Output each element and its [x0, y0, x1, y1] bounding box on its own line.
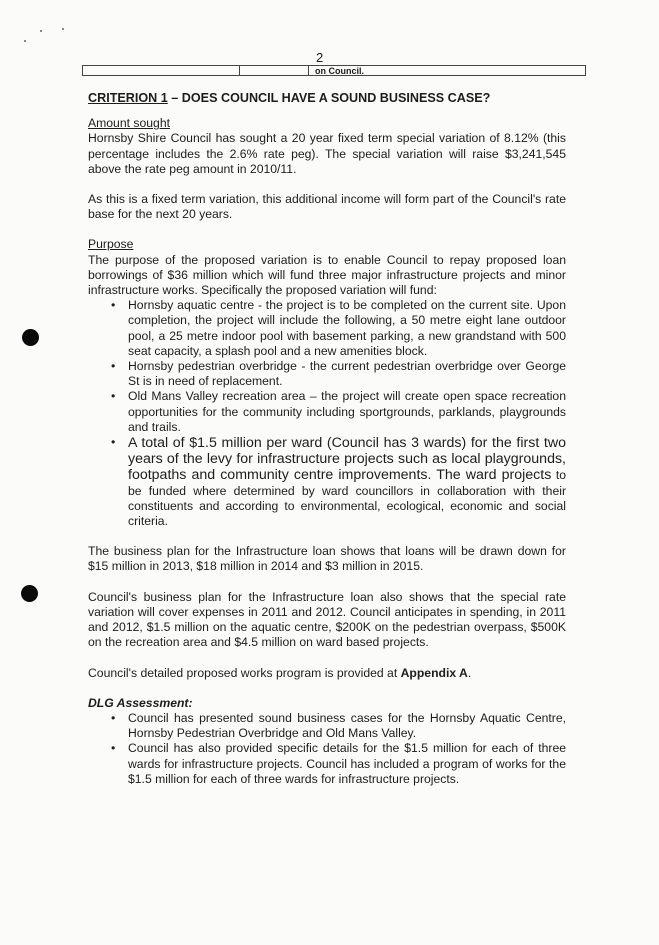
- header-table: [82, 65, 586, 76]
- list-item: • Council has presented sound business cases for the Hornsby Aquatic Centre, Hornsby Pedestrian Overbridge and Old Mans Valley.: [128, 711, 566, 741]
- header-cell: [240, 66, 309, 75]
- purpose-list: [88, 298, 566, 529]
- punch-hole: [21, 585, 38, 602]
- ward-funding-text: to be funded where determined by ward councillors in collaboration with their constituents and according to environmental, ecological, economic and social criteria.: [128, 468, 566, 529]
- works-program-end: .: [467, 665, 472, 680]
- criterion-question: – DOES COUNCIL HAVE A SOUND BUSINESS CASE?: [167, 91, 491, 105]
- works-program-paragraph: [88, 666, 566, 681]
- list-item: • Hornsby aquatic centre - the project is to be completed on the current site. Upon completion, the project will include the following, a 50 metre eight lane outdoor pool, a 25 metre indoor pool with basement parking, a new grandstand with 500 seat capacity, a splash pool and a new amenities block.: [128, 298, 566, 359]
- business-plan-paragraph: The business plan for the Infrastructure loan shows that loans will be drawn down for $15 million in 2013, $18 million in 2014 and $3 million in 2015.: [88, 544, 566, 574]
- scan-speck: [40, 30, 42, 32]
- dlg-assessment-heading: DLG Assessment:: [88, 695, 193, 710]
- criterion-heading: [88, 91, 566, 106]
- business-plan-paragraph-2: Council's business plan for the Infrastructure loan also shows that the special rate variation will cover expenses in 2011 and 2012. Council anticipates in spending, in 2011 and 2012, $1.5 million on the aquatic centre, $200K on the pedestrian overpass, $500K on the recreation area and $4.5 million on ward based projects.: [88, 589, 566, 650]
- list-item: • Council has also provided specific details for the $1.5 million for each of three wards for infrastructure projects. Council has included a program of works for the $1.5 million for each of three wards for infrastructure projects.: [128, 741, 566, 787]
- amount-sought-paragraph: Hornsby Shire Council has sought a 20 year fixed term special variation of 8.12% (this percentage includes the 2.6% rate peg). The special variation will raise $3,241,545 above the rate peg amount in 2010/11.: [88, 131, 566, 176]
- header-cell-text: on Council.: [315, 66, 364, 76]
- appendix-reference: Appendix A: [400, 665, 468, 680]
- dlg-assessment-list: [88, 711, 566, 787]
- ward-funding-large-text: A total of $1.5 million per ward (Council has 3 wards) for the first two years of the levy for infrastructure projects such as local playgrounds, footpaths and community centre improvements. The ward projects: [128, 435, 566, 484]
- list-item: [128, 435, 566, 529]
- scan-speck: [62, 28, 64, 30]
- punch-hole: [22, 329, 39, 346]
- works-program-text: Council's detailed proposed works program is provided at: [88, 665, 401, 680]
- purpose-paragraph: The purpose of the proposed variation is to enable Council to repay proposed loan borrowings of $36 million which will fund three major infrastructure projects and minor infrastructure works. Specifically the proposed variation will fund:: [88, 252, 566, 298]
- page-number: 2: [316, 50, 324, 65]
- header-cell: [83, 66, 240, 75]
- criterion-label: CRITERION 1: [88, 91, 168, 105]
- list-item: • Hornsby pedestrian overbridge - the current pedestrian overbridge over George St is in need of replacement.: [128, 359, 566, 389]
- list-item: • Old Mans Valley recreation area – the project will create open space recreation opportunities for the community including sportgrounds, parklands, playgrounds and trails.: [128, 389, 566, 435]
- document-body: [88, 91, 566, 787]
- purpose-heading: Purpose: [88, 237, 134, 252]
- fixed-term-paragraph: As this is a fixed term variation, this additional income will form part of the Council's rate base for the next 20 years.: [88, 192, 566, 222]
- amount-sought-heading: Amount sought: [88, 116, 170, 131]
- scan-speck: [24, 40, 26, 42]
